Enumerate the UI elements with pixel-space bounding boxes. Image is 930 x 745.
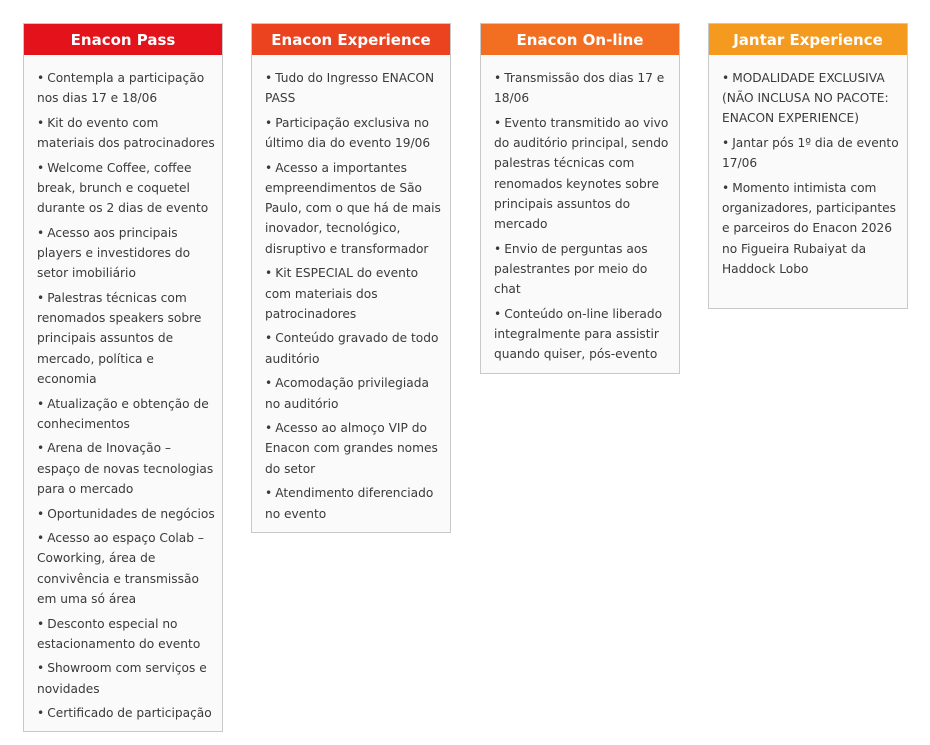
- bullet-icon: •: [37, 71, 45, 85]
- bullet-icon: •: [265, 160, 273, 175]
- list-item: • Showroom com serviços e novidades: [37, 661, 207, 696]
- list-item: • Conteúdo gravado de todo auditório: [265, 331, 439, 366]
- bullet-icon: •: [494, 241, 502, 256]
- card-title: Enacon Pass: [24, 24, 222, 55]
- bullet-icon: •: [722, 136, 730, 151]
- list-item: • Transmissão dos dias 17 e 18/06: [494, 71, 665, 106]
- bullet-icon: •: [37, 706, 45, 721]
- list-item: • Contempla a participação nos dias 17 e 18/06: [37, 71, 205, 106]
- list-item: • Kit do evento com materiais dos patrocinadores: [37, 115, 215, 151]
- bullet-icon: •: [494, 115, 502, 130]
- card-enacon-pass: [23, 23, 223, 732]
- bullet-icon: •: [37, 661, 45, 676]
- list-item: • Palestras técnicas com renomados speakers sobre principais assuntos de mercado, política e economia: [37, 291, 202, 386]
- list-item: • Oportunidades de negócios: [37, 506, 215, 521]
- bullet-icon: •: [37, 291, 45, 306]
- bullet-icon: •: [265, 376, 273, 391]
- list-item: • Momento intimista com organizadores, participantes e parceiros do Enacon 2026 no Figueira Rubaiyat da Haddock Lobo: [722, 181, 896, 276]
- list-item: • Kit ESPECIAL do evento com materiais dos patrocinadores: [265, 266, 419, 321]
- benefit-list: [481, 55, 679, 381]
- card-title: Jantar Experience: [709, 24, 907, 55]
- list-item: • Acesso ao espaço Colab – Coworking, área de convivência e transmissão em uma só área: [37, 531, 204, 606]
- list-item: • Acomodação privilegiada no auditório: [265, 376, 429, 411]
- bullet-icon: •: [494, 306, 502, 321]
- bullet-icon: •: [265, 115, 273, 130]
- benefit-list: [24, 55, 222, 740]
- list-item: • Acesso a importantes empreendimentos de São Paulo, com o que há de mais inovador, tecnológico, disruptivo e transformador: [265, 160, 441, 256]
- bullet-icon: •: [265, 486, 273, 501]
- list-item: • Acesso aos principais players e investidores do setor imobiliário: [37, 225, 191, 281]
- bullet-icon: •: [265, 71, 273, 85]
- card-enacon-online: [480, 23, 680, 374]
- bullet-icon: •: [37, 506, 45, 521]
- list-item: • Atualização e obtenção de conhecimentos: [37, 396, 209, 431]
- list-item: • Participação exclusiva no último dia do evento 19/06: [265, 115, 431, 151]
- list-item: • Envio de perguntas aos palestrantes por meio do chat: [494, 241, 648, 297]
- list-item: • Certificado de participação: [37, 706, 212, 721]
- bullet-icon: •: [494, 71, 502, 85]
- card-jantar-experience: [708, 23, 908, 309]
- list-item: • Jantar pós 1º dia de evento 17/06: [722, 136, 899, 171]
- list-item: • MODALIDADE EXCLUSIVA (NÃO INCLUSA NO PACOTE: ENACON EXPERIENCE): [722, 71, 889, 126]
- card-title: Enacon Experience: [252, 24, 450, 55]
- bullet-icon: •: [37, 616, 45, 631]
- list-item: • Tudo do Ingresso ENACON PASS: [265, 71, 435, 106]
- list-item: • Desconto especial no estacionamento do evento: [37, 616, 201, 651]
- bullet-icon: •: [265, 331, 273, 346]
- list-item: • Welcome Coffee, coffee break, brunch e coquetel durante os 2 dias de evento: [37, 160, 209, 216]
- card-enacon-experience: [251, 23, 451, 533]
- bullet-icon: •: [265, 421, 273, 436]
- bullet-icon: •: [37, 115, 45, 130]
- bullet-icon: •: [37, 160, 45, 175]
- bullet-icon: •: [37, 396, 45, 411]
- bullet-icon: •: [37, 531, 45, 546]
- list-item: • Atendimento diferenciado no evento: [265, 486, 434, 521]
- benefit-list: [709, 55, 907, 296]
- list-item: • Arena de Inovação – espaço de novas tecnologias para o mercado: [37, 441, 214, 496]
- bullet-icon: •: [37, 441, 45, 456]
- bullet-icon: •: [265, 266, 273, 281]
- bullet-icon: •: [37, 225, 45, 240]
- list-item: • Conteúdo on-line liberado integralmente para assistir quando quiser, pós-evento: [494, 306, 663, 362]
- benefit-list: [252, 55, 450, 540]
- bullet-icon: •: [722, 71, 730, 85]
- list-item: • Acesso ao almoço VIP do Enacon com grandes nomes do setor: [265, 421, 438, 476]
- card-title: Enacon On-line: [481, 24, 679, 55]
- list-item: • Evento transmitido ao vivo do auditório principal, sendo palestras técnicas com renomados keynotes sobre principais assuntos do mercado: [494, 115, 669, 231]
- bullet-icon: •: [722, 181, 730, 196]
